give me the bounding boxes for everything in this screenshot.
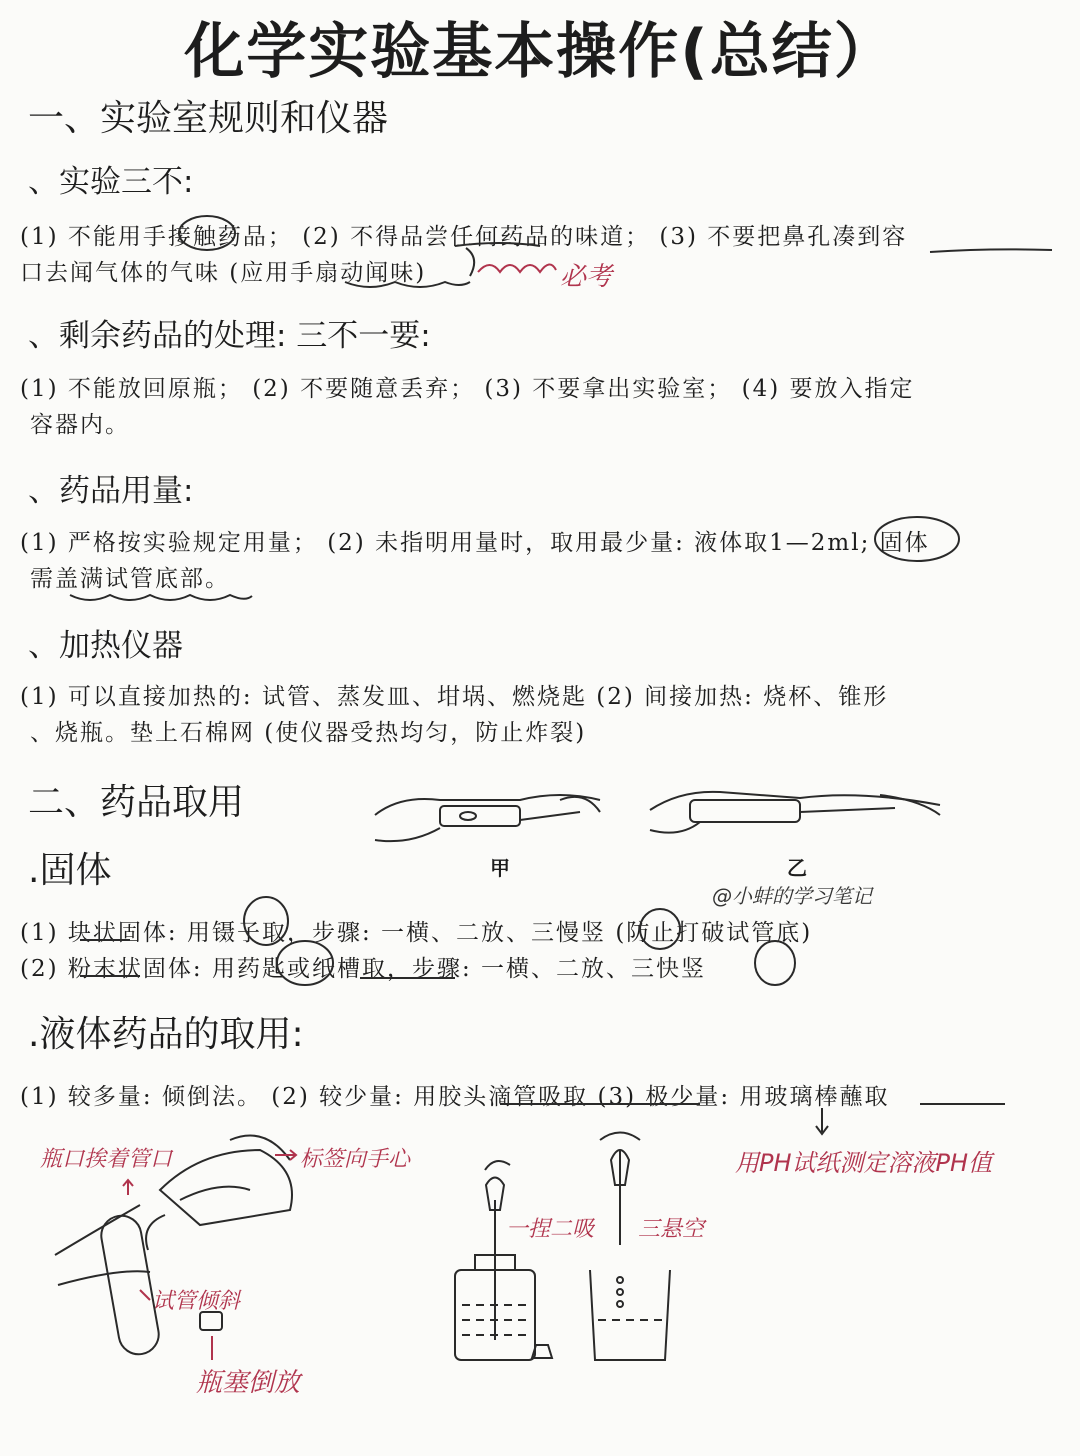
figure-label-right: 乙 bbox=[787, 856, 807, 880]
sub3-heading: 、药品用量: bbox=[28, 473, 194, 509]
solid-heading: .固体 bbox=[28, 850, 112, 891]
circle-mark-tweezers bbox=[244, 897, 288, 945]
sub1-line1: (1) 不能用手接触药品； (2) 不得品尝任何药品的味道； (3) 不要把鼻孔凑到容 bbox=[20, 224, 908, 250]
section2-heading: 二、药品取用 bbox=[28, 782, 245, 823]
sub4-heading: 、加热仪器 bbox=[28, 628, 183, 664]
underline-taste bbox=[455, 243, 540, 246]
sub3-line1: (1) 严格按实验规定用量； (2) 未指明用量时，取用最少量: 液体取1—2ml; 固体 bbox=[20, 530, 930, 556]
must-test-note: 必考 bbox=[560, 262, 613, 292]
annotation-tilt-tube: 试管倾斜 bbox=[152, 1289, 241, 1314]
annotation-hang: 三悬空 bbox=[638, 1217, 705, 1242]
squiggle-mark bbox=[478, 264, 556, 272]
stopper-shape bbox=[200, 1312, 222, 1330]
figure-dropper-bottle bbox=[455, 1161, 552, 1360]
circle-mark-touch bbox=[179, 216, 235, 250]
sub1-heading: 、实验三不: bbox=[28, 164, 194, 200]
page-title: 化学实验基本操作(总结） bbox=[184, 17, 896, 87]
sub2-heading: 、剩余药品的处理: 三不一要: bbox=[28, 318, 431, 354]
sub2-line1: (1) 不能放回原瓶； (2) 不要随意丢弃； (3) 不要拿出实验室； (4) 要放入指定 bbox=[20, 376, 915, 402]
figure-pouring bbox=[55, 1136, 292, 1358]
annotation-ph: 用PH试纸测定溶液PH值 bbox=[735, 1149, 993, 1177]
figure-dropper-beaker bbox=[590, 1133, 670, 1361]
annotation-bottle-mouth: 瓶口挨着管口 bbox=[40, 1147, 173, 1172]
underline-nose bbox=[930, 249, 1052, 252]
wavy-underline-cover bbox=[70, 595, 252, 600]
circle-mark-volume bbox=[875, 517, 959, 561]
annotation-label-palm: 标签向手心 bbox=[300, 1147, 411, 1172]
bracket-fan bbox=[466, 248, 474, 276]
sub4-line1: (1) 可以直接加热的: 试管、蒸发皿、坩埚、燃烧匙 (2) 间接加热: 烧杯、锥形 bbox=[20, 684, 889, 710]
circle-mark-spoon bbox=[277, 941, 333, 985]
sub1-line2: 口去闻气体的气味 (应用手扇动闻味) bbox=[20, 260, 427, 286]
circle-mark-slow bbox=[640, 909, 680, 949]
sub2-line2: 容器内。 bbox=[30, 412, 130, 438]
circle-mark-fast bbox=[755, 941, 795, 985]
liquid-line1: (1) 较多量: 倾倒法。 (2) 较少量: 用胶头滴管吸取 (3) 极少量: 用玻璃棒蘸取 bbox=[20, 1084, 890, 1110]
watermark: @小蚌的学习笔记 bbox=[712, 884, 872, 908]
sub3-line2: 需盖满试管底部。 bbox=[30, 566, 230, 592]
figure-solid-right bbox=[650, 792, 940, 833]
section1-heading: 一、实验室规则和仪器 bbox=[28, 98, 389, 139]
solid-line2: (2) 粉末状固体: 用药匙或纸槽取，步骤: 一横、二放、三快竖 bbox=[20, 956, 707, 982]
liquid-heading: .液体药品的取用: bbox=[28, 1014, 304, 1055]
solid-line1: (1) 块状固体: 用镊子取，步骤: 一横、二放、三慢竖 (防止打破试管底) bbox=[20, 920, 813, 946]
wavy-underline-fan bbox=[345, 282, 470, 287]
sub4-line2: 、烧瓶。垫上石棉网 (使仪器受热均匀，防止炸裂) bbox=[30, 720, 587, 746]
annotation-stopper: 瓶塞倒放 bbox=[196, 1368, 301, 1398]
figure-solid-left bbox=[375, 795, 600, 841]
figure-label-left: 甲 bbox=[490, 856, 510, 880]
annotation-squeeze: 一捏二吸 bbox=[506, 1217, 595, 1242]
